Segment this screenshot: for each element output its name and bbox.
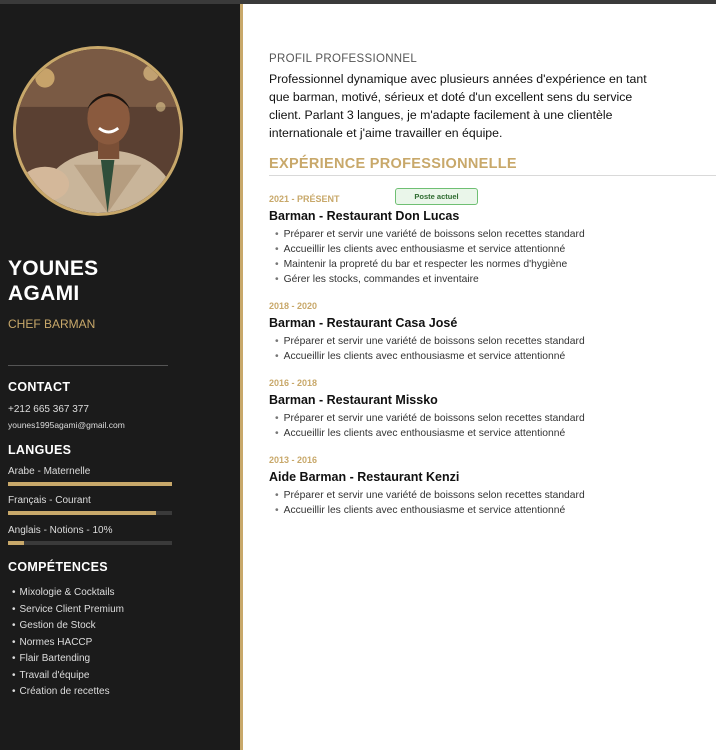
language-label: Français - Courant xyxy=(8,495,91,506)
language-bar-fill xyxy=(8,541,24,545)
job-task: • Préparer et servir une variété de boissons selon recettes standard xyxy=(269,227,709,242)
job-tasks xyxy=(269,227,709,287)
profile-summary: Professionnel dynamique avec plusieurs années d'expérience en tant que barman, motivé, sérieux et doté d'un excellent sens du service client. Parlant 3 langues, je m'adapte facilement à une clientèle internationale et j'aime travailler en équipe. xyxy=(269,72,647,140)
name-last: AGAMI xyxy=(8,282,80,305)
job-date: 2021 - PRÉSENT xyxy=(269,194,340,204)
job-task: • Préparer et servir une variété de boissons selon recettes standard xyxy=(269,488,709,503)
skill-item: • Flair Bartending xyxy=(12,653,124,670)
profile-photo xyxy=(13,46,183,216)
profile-photo-image xyxy=(16,49,180,213)
job-title: Barman - Restaurant Missko xyxy=(269,393,438,407)
name-first: YOUNES xyxy=(8,257,99,280)
skill-item: • Gestion de Stock xyxy=(12,620,124,637)
language-bar xyxy=(8,482,172,486)
experience-divider xyxy=(269,175,716,176)
language-bar-fill xyxy=(8,511,156,515)
job-task: • Accueillir les clients avec enthousiasme et service attentionné xyxy=(269,426,709,441)
job-task: • Accueillir les clients avec enthousiasme et service attentionné xyxy=(269,503,709,518)
sidebar-divider xyxy=(8,365,168,366)
job-date: 2016 - 2018 xyxy=(269,378,318,388)
skill-item: • Normes HACCP xyxy=(12,637,124,654)
job-title: Barman - Restaurant Casa José xyxy=(269,316,458,330)
main-content xyxy=(243,4,716,750)
job-date: 2013 - 2016 xyxy=(269,455,318,465)
email-address[interactable]: younes1995agami@gmail.com xyxy=(8,420,125,430)
skill-item: • Travail d'équipe xyxy=(12,670,124,687)
job-tasks xyxy=(269,411,709,441)
profile-title: PROFIL PROFESSIONNEL xyxy=(269,53,418,65)
job-title: Aide Barman - Restaurant Kenzi xyxy=(269,470,460,484)
job-entry xyxy=(269,193,709,287)
languages-title: LANGUES xyxy=(8,443,72,457)
job-title: Barman - Restaurant Don Lucas xyxy=(269,209,460,223)
job-task: • Accueillir les clients avec enthousiasme et service attentionné xyxy=(269,349,709,364)
job-tasks xyxy=(269,488,709,518)
full-name xyxy=(8,256,99,306)
skills-list xyxy=(12,587,124,703)
skill-item: • Service Client Premium xyxy=(12,604,124,621)
job-entry xyxy=(269,300,709,364)
job-role: CHEF BARMAN xyxy=(8,317,96,331)
language-label: Anglais - Notions - 10% xyxy=(8,525,113,536)
language-bar-fill xyxy=(8,482,172,486)
current-position-badge: Poste actuel xyxy=(395,188,478,205)
job-entry xyxy=(269,377,709,441)
job-date: 2018 - 2020 xyxy=(269,301,318,311)
sidebar xyxy=(0,4,240,750)
job-entry xyxy=(269,454,709,518)
language-bar xyxy=(8,511,172,515)
job-task: • Préparer et servir une variété de boissons selon recettes standard xyxy=(269,411,709,426)
language-bar xyxy=(8,541,172,545)
skill-item: • Mixologie & Cocktails xyxy=(12,587,124,604)
skills-title: COMPÉTENCES xyxy=(8,560,108,574)
job-task: • Préparer et servir une variété de boissons selon recettes standard xyxy=(269,334,709,349)
skill-item: • Création de recettes xyxy=(12,686,124,703)
job-tasks xyxy=(269,334,709,364)
language-label: Arabe - Maternelle xyxy=(8,466,91,477)
job-task: • Maintenir la propreté du bar et respecter les normes d'hygiène xyxy=(269,257,709,272)
experience-title: EXPÉRIENCE PROFESSIONNELLE xyxy=(269,156,517,172)
job-task: • Accueillir les clients avec enthousiasme et service attentionné xyxy=(269,242,709,257)
contact-title: CONTACT xyxy=(8,380,71,394)
job-task: • Gérer les stocks, commandes et inventaire xyxy=(269,272,709,287)
phone-number[interactable]: +212 665 367 377 xyxy=(8,404,89,415)
